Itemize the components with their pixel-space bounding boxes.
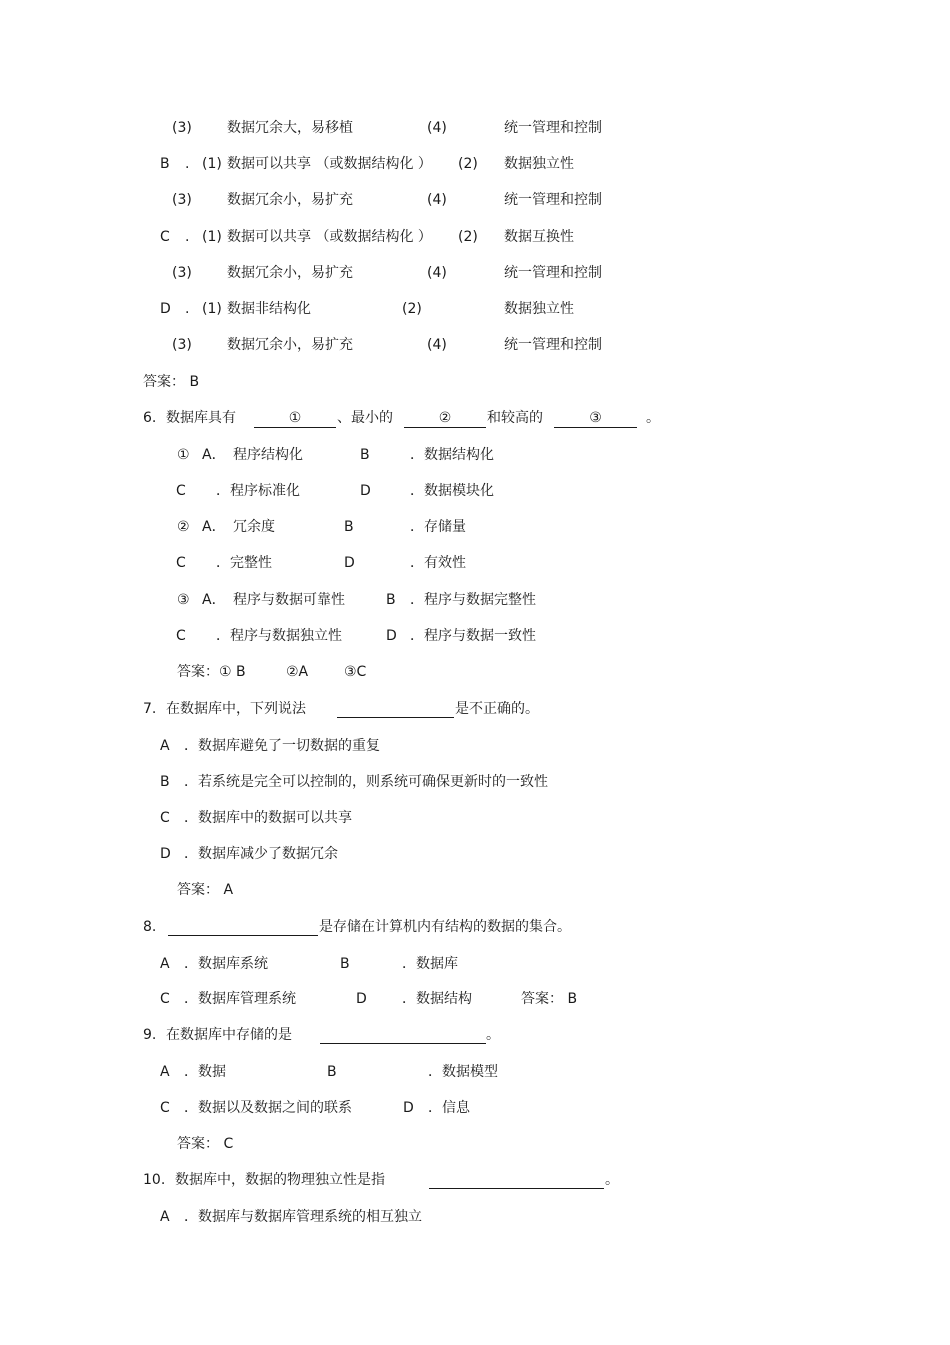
option-text: ．程序标准化 (216, 483, 300, 499)
option-text: ．数据结构化 (410, 447, 494, 463)
answer-line: 答案： A (177, 882, 234, 898)
answer-blank (320, 1043, 486, 1044)
option-text: 数据可以共享 （或数据结构化 ） (227, 229, 432, 245)
question-stem: 在数据库中存储的是 (166, 1027, 292, 1043)
question-stem: 数据库中，数据的物理独立性是指 (175, 1172, 385, 1188)
option-number: (4) (427, 192, 447, 208)
option-text: ．信息 (428, 1100, 470, 1116)
option-letter: D (160, 301, 171, 317)
option-number: (4) (427, 120, 447, 136)
option-letter: B (360, 447, 370, 463)
option-text: ．存储量 (410, 519, 466, 535)
option-dot: . (185, 229, 190, 245)
option-letter: B (386, 592, 396, 608)
option-letter: C (160, 1100, 170, 1116)
option-number: (3) (172, 120, 192, 136)
option-number: (4) (427, 337, 447, 353)
option-letter: A． (202, 447, 226, 463)
option-text: ．数据库与数据库管理系统的相互独立 (184, 1209, 422, 1225)
option-text: 数据可以共享 （或数据结构化 ） (227, 156, 432, 172)
option-text: ．数据库避免了一切数据的重复 (184, 738, 380, 754)
group-marker: ③ (177, 592, 190, 608)
option-number: (3) (172, 337, 192, 353)
option-text: ．数据 (184, 1064, 226, 1080)
option-text: ．数据库系统 (184, 956, 268, 972)
option-letter: D (356, 991, 367, 1007)
question-number: 10. (143, 1172, 166, 1188)
option-letter: C (176, 555, 186, 571)
option-letter: D (386, 628, 397, 644)
option-letter: B (160, 156, 170, 172)
option-letter: C (160, 229, 170, 245)
group-marker: ① (177, 447, 190, 463)
option-letter: D (160, 846, 171, 862)
option-letter: A． (202, 592, 226, 608)
option-dot: . (185, 301, 190, 317)
option-text: ．数据库管理系统 (184, 991, 296, 1007)
option-text: 程序与数据可靠性 (233, 592, 345, 608)
blank-label: ③ (589, 410, 602, 426)
question-number: 9. (143, 1027, 157, 1043)
option-letter: C (160, 810, 170, 826)
question-stem: 。 (646, 410, 660, 426)
question-stem: 。 (486, 1027, 500, 1043)
option-number: (3) (172, 192, 192, 208)
option-number: (1) (202, 229, 222, 245)
question-stem: 。 (605, 1172, 619, 1188)
question-stem: 和较高的 (487, 410, 543, 426)
answer-line: 答案：① B (177, 664, 246, 680)
question-stem: 是存储在计算机内有结构的数据的集合。 (319, 919, 571, 935)
question-stem: 在数据库中，下列说法 (166, 701, 306, 717)
option-letter: C (176, 483, 186, 499)
option-text: 数据冗余小，易扩充 (227, 337, 353, 353)
option-text: 数据冗余大，易移植 (227, 120, 353, 136)
question-number: 6. (143, 410, 157, 426)
option-letter: D (403, 1100, 414, 1116)
option-text: ．数据模型 (428, 1064, 498, 1080)
option-text: ．数据模块化 (410, 483, 494, 499)
option-text: ．有效性 (410, 555, 466, 571)
option-letter: B (344, 519, 354, 535)
option-text: 冗余度 (233, 519, 275, 535)
option-number: (1) (202, 156, 222, 172)
answer-line: 答案： B (521, 991, 578, 1007)
option-text: 数据冗余小，易扩充 (227, 265, 353, 281)
answer-blank (429, 1188, 604, 1189)
question-number: 8. (143, 919, 157, 935)
option-letter: D (360, 483, 371, 499)
answer-blank (337, 717, 454, 718)
question-number: 7. (143, 701, 157, 717)
option-text: 统一管理和控制 (504, 337, 602, 353)
option-letter: A． (202, 519, 226, 535)
option-number: (2) (458, 229, 478, 245)
option-text: 数据非结构化 (227, 301, 311, 317)
option-text: ．数据库减少了数据冗余 (184, 846, 338, 862)
option-number: (2) (402, 301, 422, 317)
option-text: 统一管理和控制 (504, 120, 602, 136)
answer-line: 答案： C (177, 1136, 234, 1152)
option-text: ．数据以及数据之间的联系 (184, 1100, 352, 1116)
option-letter: B (340, 956, 350, 972)
question-stem: 是不正确的。 (455, 701, 539, 717)
option-text: 数据独立性 (504, 301, 574, 317)
question-stem: 数据库具有 (166, 410, 236, 426)
answer-part: ②A (286, 664, 309, 680)
option-letter: A (160, 956, 170, 972)
option-text: 数据冗余小，易扩充 (227, 192, 353, 208)
question-stem: 、最小的 (337, 410, 393, 426)
option-letter: C (160, 991, 170, 1007)
option-letter: B (160, 774, 170, 790)
answer-blank (404, 427, 486, 428)
option-text: ．数据库 (402, 956, 458, 972)
option-text: 程序结构化 (233, 447, 303, 463)
option-letter: A (160, 1209, 170, 1225)
option-text: ．程序与数据完整性 (410, 592, 536, 608)
option-text: ．程序与数据独立性 (216, 628, 342, 644)
blank-label: ① (288, 410, 302, 426)
option-letter: B (327, 1064, 337, 1080)
option-text: 统一管理和控制 (504, 192, 602, 208)
option-text: ．数据库中的数据可以共享 (184, 810, 352, 826)
answer-part: ③C (344, 664, 367, 680)
option-letter: D (344, 555, 355, 571)
option-number: (1) (202, 301, 222, 317)
option-letter: A (160, 738, 170, 754)
answer-blank (168, 935, 318, 936)
option-number: (3) (172, 265, 192, 281)
option-text: 数据互换性 (504, 229, 574, 245)
answer-blank (254, 427, 336, 428)
option-text: ．程序与数据一致性 (410, 628, 536, 644)
blank-label: ② (438, 410, 452, 426)
option-letter: A (160, 1064, 170, 1080)
option-text: 统一管理和控制 (504, 265, 602, 281)
group-marker: ② (177, 519, 190, 535)
answer-blank (554, 427, 637, 428)
option-text: ．数据结构 (402, 991, 472, 1007)
answer-line: 答案： B (143, 374, 200, 390)
option-letter: C (176, 628, 186, 644)
option-text: ．若系统是完全可以控制的，则系统可确保更新时的一致性 (184, 774, 548, 790)
option-number: (2) (458, 156, 478, 172)
option-number: (4) (427, 265, 447, 281)
option-text: ．完整性 (216, 555, 272, 571)
option-text: 数据独立性 (504, 156, 574, 172)
option-dot: . (185, 156, 190, 172)
